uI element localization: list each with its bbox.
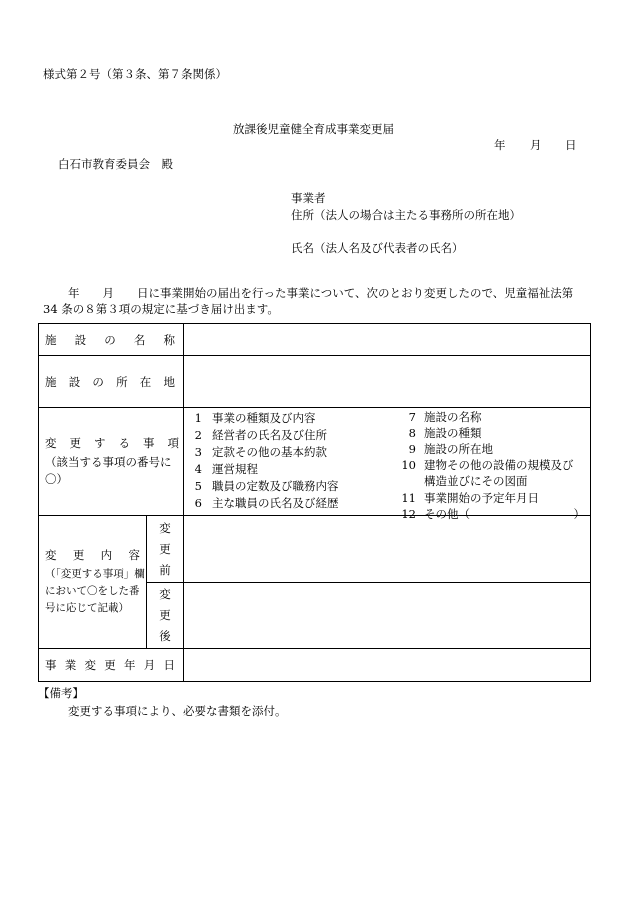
change-before-row [39,516,591,583]
change-option-1[interactable]: 1 事業の種類及び内容 [194,410,316,425]
change-before-field[interactable] [184,516,591,583]
change-item-note: （該当する事項の番号に 〇） [45,455,172,486]
change-option-5[interactable]: 5 職員の定数及び職務内容 [194,478,339,493]
facility-name-row [39,324,591,356]
change-form-table [38,323,591,682]
remarks-text: 変更する事項により、必要な書類を添付。 [68,704,287,718]
facility-location-row [39,356,591,408]
change-option-7[interactable]: 7 施設の名称 [408,409,482,424]
change-item-row [39,408,591,516]
change-option-10[interactable]: 10 建物その他の設備の規模及び [401,457,574,472]
change-option-6[interactable]: 6 主な職員の氏名及び経歴 [194,495,339,510]
form-number: 様式第２号（第３条、第７条関係） [43,67,227,81]
facility-location-field[interactable] [184,356,591,408]
change-option-4[interactable]: 4 運営規程 [194,461,258,476]
change-option-3[interactable]: 3 定款その他の基本約款 [194,444,327,459]
addressee: 白石市教育委員会 殿 [58,157,173,171]
after-label: 変更後 [147,583,184,649]
body-text-line1: 年 月 日に事業開始の届出を行った事業について、次のとおり変更したので、児童福祉法第 [68,286,574,300]
remarks-heading: 【備考】 [38,686,84,700]
date-day: 日 [565,138,577,152]
change-option-8[interactable]: 8 施設の種類 [408,425,482,440]
change-date-label: 事 業 変 更 年 月 日 [39,649,184,682]
change-after-field[interactable] [184,583,591,649]
change-date-row [39,649,591,682]
change-content-note: （「変更する事項」欄 において〇をした番 号に応じて記載） [45,568,145,614]
change-date-field[interactable] [184,649,591,682]
applicant-address: 住所（法人の場合は主たる事務所の所在地） [291,208,521,222]
change-option-12[interactable]: 12 その他（ ） [401,506,585,521]
applicant-name: 氏名（法人名及び代表者の氏名） [291,241,464,255]
change-content-label-cell: 変 更 内 容 （「変更する事項」欄 において〇をした番 号に応じて記載） [39,516,147,649]
document-title: 放課後児童健全育成事業変更届 [233,122,394,136]
body-text-line2: 34 条の８第３項の規定に基づき届け出ます。 [43,302,279,316]
change-option-11[interactable]: 11 事業開始の予定年月日 [401,490,539,505]
change-item-label-cell: 変 更 す る 事 項 （該当する事項の番号に 〇） [39,408,184,516]
facility-name-field[interactable] [184,324,591,356]
date-year: 年 [494,138,506,152]
change-option-2[interactable]: 2 経営者の氏名及び住所 [194,427,327,442]
facility-name-label: 施 設 の 名 称 [39,324,184,356]
change-option-10-cont: 構造並びにその図面 [424,473,528,488]
applicant-label: 事業者 [291,191,326,205]
before-label: 変更前 [147,516,184,583]
change-item-options[interactable] [184,408,591,521]
change-option-9[interactable]: 9 施設の所在地 [408,441,493,456]
facility-location-label: 施 設 の 所 在 地 [39,356,184,408]
date-month: 月 [530,138,542,152]
